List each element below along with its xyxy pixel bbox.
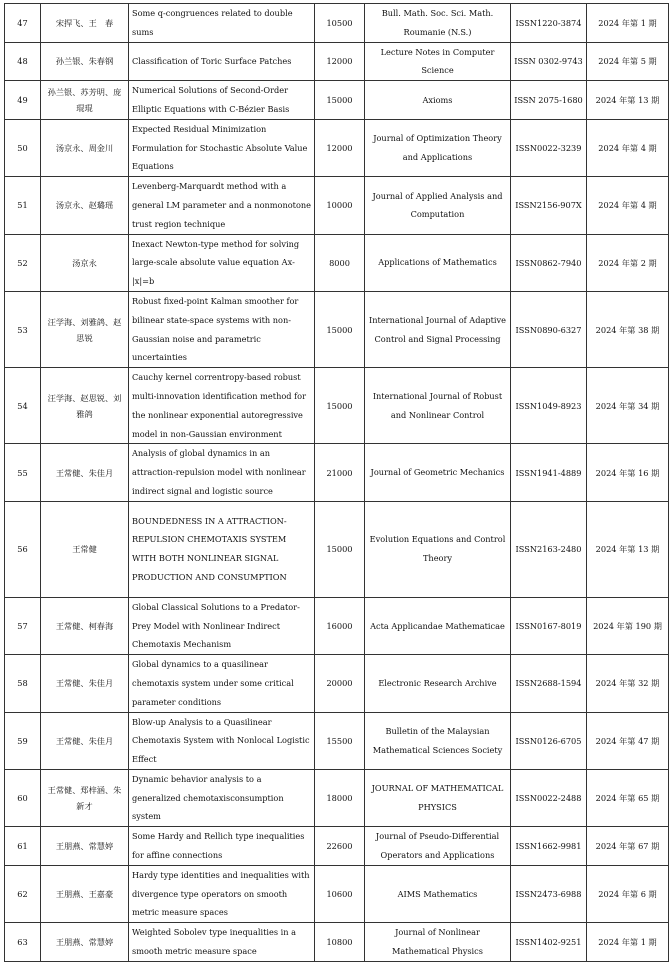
title-cell: Levenberg-Marquardt method with a general LM parameter and a nonmonotone trust region technique (129, 177, 315, 234)
row-number: 49 (5, 81, 41, 120)
row-number: 58 (5, 655, 41, 712)
authors-cell: 王常健、朱佳月 (41, 712, 129, 769)
table-row (5, 865, 669, 922)
title-cell: Classification of Toric Surface Patches (129, 42, 315, 81)
row-number: 47 (5, 4, 41, 43)
fee-cell: 15000 (315, 501, 365, 597)
authors-cell: 王朋燕、王嘉豪 (41, 865, 129, 922)
fee-cell: 15000 (315, 291, 365, 367)
fee-cell: 10800 (315, 923, 365, 962)
table-row (5, 4, 669, 43)
journal-cell: Journal of Pseudo-Differential Operators and Applications (365, 827, 511, 866)
row-number: 57 (5, 597, 41, 654)
table-body (5, 4, 669, 962)
issn-cell: ISSN0126-6705 (511, 712, 587, 769)
row-number: 51 (5, 177, 41, 234)
table-row (5, 42, 669, 81)
issn-cell: ISSN 0302-9743 (511, 42, 587, 81)
journal-cell: Evolution Equations and Control Theory (365, 501, 511, 597)
issue-cell: 2024 年第 13 期 (587, 81, 669, 120)
row-number: 54 (5, 368, 41, 444)
authors-cell: 汤京永、周金川 (41, 119, 129, 176)
fee-cell: 10500 (315, 4, 365, 43)
title-cell: Numerical Solutions of Second-Order Elliptic Equations with C-Bézier Basis (129, 81, 315, 120)
table-row (5, 769, 669, 826)
title-cell: Global Classical Solutions to a Predator-Prey Model with Nonlinear Indirect Chemotaxis Mechanism (129, 597, 315, 654)
title-cell: Cauchy kernel correntropy-based robust multi-innovation identification method for the nonlinear exponential autoregressive model in non-Gaussian environment (129, 368, 315, 444)
table-row (5, 712, 669, 769)
title-cell: Dynamic behavior analysis to a generalized chemotaxisconsumption system (129, 769, 315, 826)
fee-cell: 21000 (315, 444, 365, 501)
table-row (5, 368, 669, 444)
table-row (5, 444, 669, 501)
fee-cell: 12000 (315, 42, 365, 81)
issue-cell: 2024 年第 1 期 (587, 4, 669, 43)
journal-cell: JOURNAL OF MATHEMATICAL PHYSICS (365, 769, 511, 826)
paper-list-table (4, 3, 669, 962)
table-row (5, 827, 669, 866)
journal-cell: Bulletin of the Malaysian Mathematical Sciences Society (365, 712, 511, 769)
fee-cell: 20000 (315, 655, 365, 712)
row-number: 63 (5, 923, 41, 962)
table-row (5, 597, 669, 654)
authors-cell: 宋捍飞、王 春 (41, 4, 129, 43)
issn-cell: ISSN1049-8923 (511, 368, 587, 444)
fee-cell: 12000 (315, 119, 365, 176)
journal-cell: Axioms (365, 81, 511, 120)
table-row (5, 923, 669, 962)
authors-cell: 王朋燕、常慧婷 (41, 827, 129, 866)
authors-cell: 王朋燕、常慧婷 (41, 923, 129, 962)
journal-cell: AIMS Mathematics (365, 865, 511, 922)
title-cell: Hardy type identities and inequalities with divergence type operators on smooth metric measure spaces (129, 865, 315, 922)
issn-cell: ISSN2473-6988 (511, 865, 587, 922)
authors-cell: 汪学海、刘雅鸽、赵思锐 (41, 291, 129, 367)
table-row (5, 655, 669, 712)
row-number: 56 (5, 501, 41, 597)
issue-cell: 2024 年第 38 期 (587, 291, 669, 367)
issn-cell: ISSN1402-9251 (511, 923, 587, 962)
issn-cell: ISSN2156-907X (511, 177, 587, 234)
row-number: 48 (5, 42, 41, 81)
issue-cell: 2024 年第 32 期 (587, 655, 669, 712)
title-cell: Some q-congruences related to double sums (129, 4, 315, 43)
issue-cell: 2024 年第 65 期 (587, 769, 669, 826)
row-number: 62 (5, 865, 41, 922)
journal-cell: International Journal of Adaptive Control and Signal Processing (365, 291, 511, 367)
title-cell: Blow-up Analysis to a Quasilinear Chemotaxis System with Nonlocal Logistic Effect (129, 712, 315, 769)
fee-cell: 15500 (315, 712, 365, 769)
title-cell: Robust fixed-point Kalman smoother for bilinear state-space systems with non-Gaussian noise and parametric uncertainties (129, 291, 315, 367)
title-cell: Some Hardy and Rellich type inequalities for affine connections (129, 827, 315, 866)
authors-cell: 王常健 (41, 501, 129, 597)
issue-cell: 2024 年第 4 期 (587, 177, 669, 234)
table-row (5, 119, 669, 176)
issue-cell: 2024 年第 67 期 (587, 827, 669, 866)
journal-cell: International Journal of Robust and Nonlinear Control (365, 368, 511, 444)
row-number: 55 (5, 444, 41, 501)
issn-cell: ISSN1941-4889 (511, 444, 587, 501)
issue-cell: 2024 年第 5 期 (587, 42, 669, 81)
issn-cell: ISSN0022-3239 (511, 119, 587, 176)
row-number: 61 (5, 827, 41, 866)
issue-cell: 2024 年第 16 期 (587, 444, 669, 501)
table-row (5, 291, 669, 367)
fee-cell: 8000 (315, 234, 365, 291)
fee-cell: 15000 (315, 368, 365, 444)
table-row (5, 501, 669, 597)
title-cell: Expected Residual Minimization Formulation for Stochastic Absolute Value Equations (129, 119, 315, 176)
issue-cell: 2024 年第 1 期 (587, 923, 669, 962)
journal-cell: Electronic Research Archive (365, 655, 511, 712)
issn-cell: ISSN2688-1594 (511, 655, 587, 712)
issue-cell: 2024 年第 13 期 (587, 501, 669, 597)
authors-cell: 王常健、柯春海 (41, 597, 129, 654)
title-cell: BOUNDEDNESS IN A ATTRACTION-REPULSION CHEMOTAXIS SYSTEM WITH BOTH NONLINEAR SIGNAL PRODUCTION AND CONSUMPTION (129, 501, 315, 597)
fee-cell: 18000 (315, 769, 365, 826)
table-row (5, 234, 669, 291)
issn-cell: ISSN0167-8019 (511, 597, 587, 654)
issue-cell: 2024 年第 47 期 (587, 712, 669, 769)
journal-cell: Journal of Geometric Mechanics (365, 444, 511, 501)
fee-cell: 10600 (315, 865, 365, 922)
title-cell: Global dynamics to a quasilinear chemotaxis system under some critical parameter conditions (129, 655, 315, 712)
issn-cell: ISSN 2075-1680 (511, 81, 587, 120)
journal-cell: Journal of Applied Analysis and Computation (365, 177, 511, 234)
issue-cell: 2024 年第 2 期 (587, 234, 669, 291)
authors-cell: 王常健、朱佳月 (41, 444, 129, 501)
authors-cell: 汤京永 (41, 234, 129, 291)
journal-cell: Journal of Optimization Theory and Applications (365, 119, 511, 176)
issue-cell: 2024 年第 34 期 (587, 368, 669, 444)
issn-cell: ISSN0890-6327 (511, 291, 587, 367)
issn-cell: ISSN2163-2480 (511, 501, 587, 597)
row-number: 50 (5, 119, 41, 176)
fee-cell: 22600 (315, 827, 365, 866)
fee-cell: 10000 (315, 177, 365, 234)
issue-cell: 2024 年第 6 期 (587, 865, 669, 922)
journal-cell: Bull. Math. Soc. Sci. Math. Roumanie (N.S.) (365, 4, 511, 43)
title-cell: Analysis of global dynamics in an attraction-repulsion model with nonlinear indirect signal and logistic source (129, 444, 315, 501)
issue-cell: 2024 年第 4 期 (587, 119, 669, 176)
table-row (5, 177, 669, 234)
journal-cell: Journal of Nonlinear Mathematical Physics (365, 923, 511, 962)
issn-cell: ISSN0862-7940 (511, 234, 587, 291)
issue-cell: 2024 年第 190 期 (587, 597, 669, 654)
issn-cell: ISSN1220-3874 (511, 4, 587, 43)
journal-cell: Acta Applicandae Mathematicae (365, 597, 511, 654)
authors-cell: 汤京永、赵璐瑶 (41, 177, 129, 234)
authors-cell: 孙兰银、朱春钢 (41, 42, 129, 81)
table-row (5, 81, 669, 120)
authors-cell: 王常健、郑梓涵、朱新才 (41, 769, 129, 826)
authors-cell: 王常健、朱佳月 (41, 655, 129, 712)
row-number: 60 (5, 769, 41, 826)
row-number: 59 (5, 712, 41, 769)
authors-cell: 汪学海、赵思锐、刘雅鸽 (41, 368, 129, 444)
title-cell: Weighted Sobolev type inequalities in a smooth metric measure space (129, 923, 315, 962)
row-number: 53 (5, 291, 41, 367)
row-number: 52 (5, 234, 41, 291)
fee-cell: 16000 (315, 597, 365, 654)
issn-cell: ISSN0022-2488 (511, 769, 587, 826)
journal-cell: Lecture Notes in Computer Science (365, 42, 511, 81)
issn-cell: ISSN1662-9981 (511, 827, 587, 866)
authors-cell: 孙兰银、苏芳明、庞琨琨 (41, 81, 129, 120)
journal-cell: Applications of Mathematics (365, 234, 511, 291)
fee-cell: 15000 (315, 81, 365, 120)
title-cell: Inexact Newton-type method for solving large-scale absolute value equation Ax-|x|=b (129, 234, 315, 291)
